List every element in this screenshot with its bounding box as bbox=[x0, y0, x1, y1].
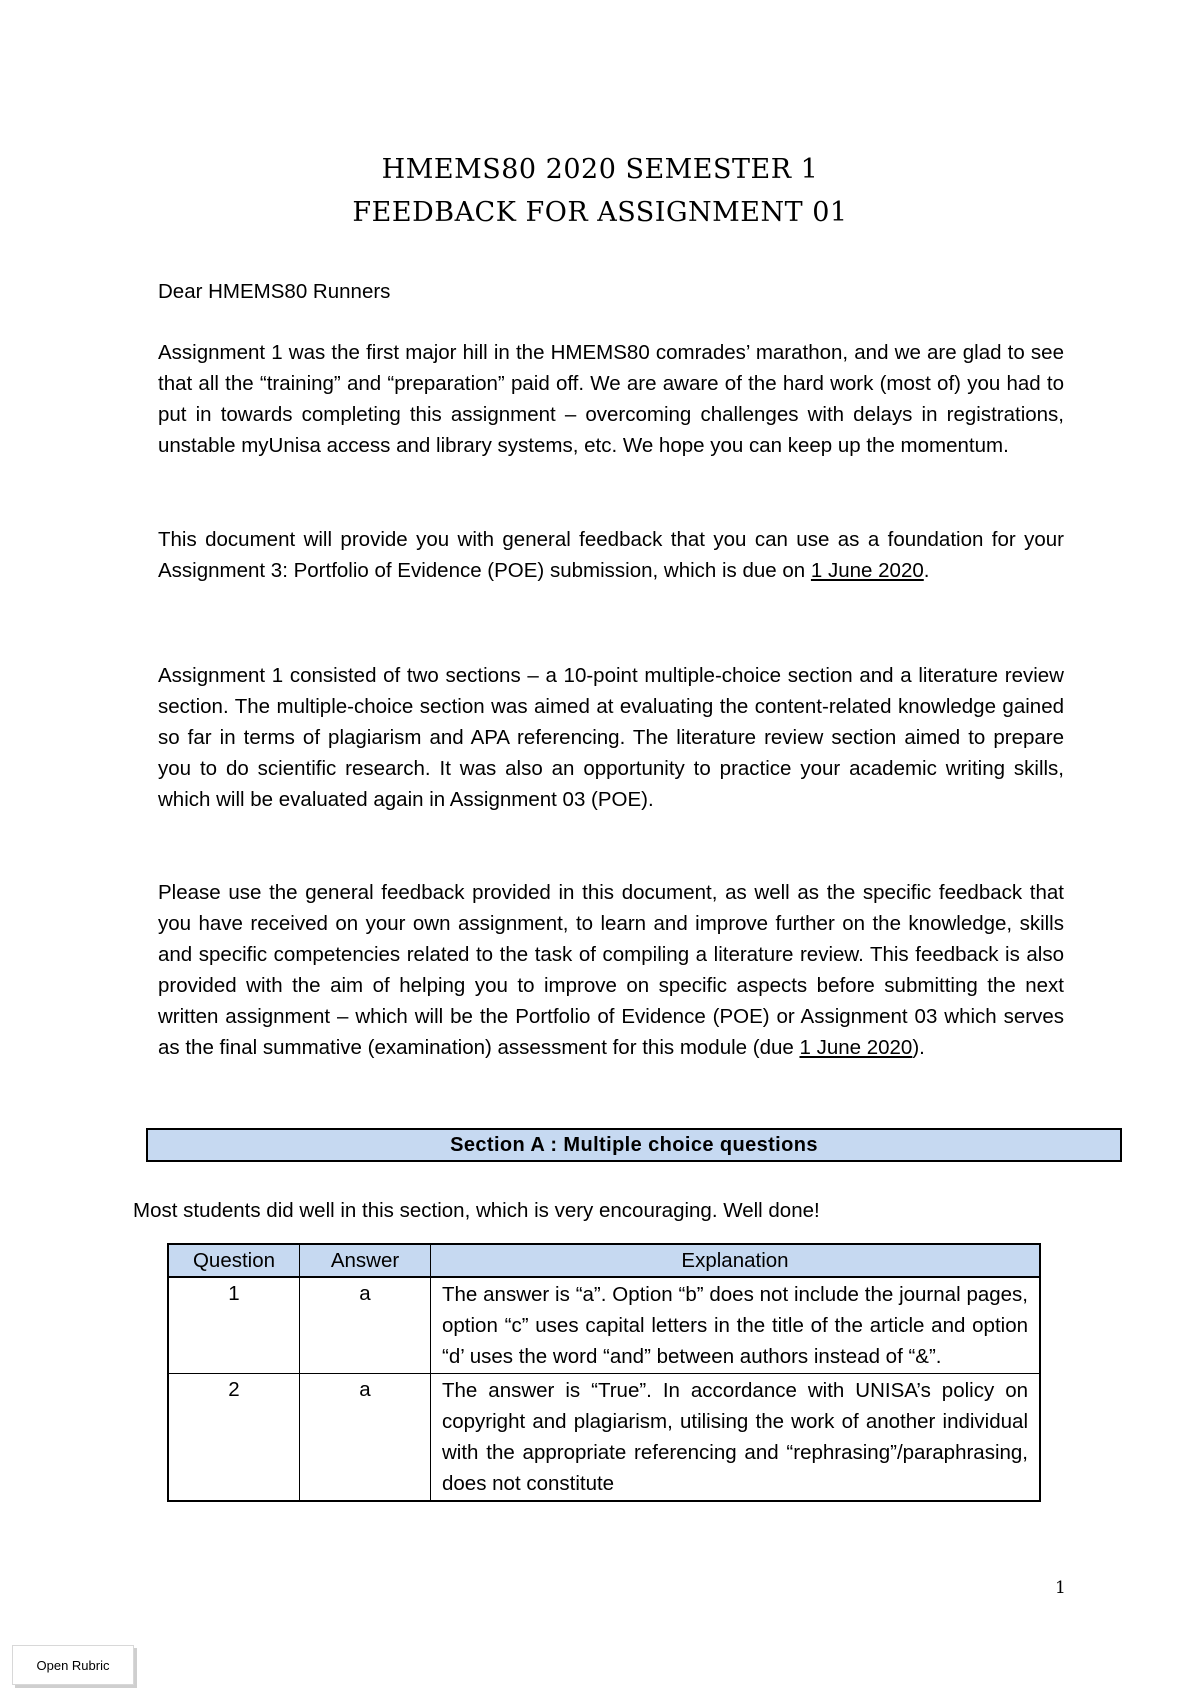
salutation: Dear HMEMS80 Runners bbox=[158, 280, 391, 303]
table-row bbox=[168, 1277, 1040, 1374]
paragraph-3-text: Assignment 1 consisted of two sections – a 10-point multiple-choice section and a literature review section. The multiple-choice section was aimed at evaluating the content-related knowledge gained so far in terms of plagiarism and APA referencing. The literature review section aimed to prepare you to do scientific research. It was also an opportunity to practice your academic writing skills, which will be evaluated again in Assignment 03 (POE). bbox=[158, 664, 1064, 811]
question-number: 2 bbox=[168, 1374, 300, 1502]
document-title bbox=[0, 148, 1200, 234]
open-rubric-button[interactable]: Open Rubric bbox=[12, 1645, 134, 1685]
answer-value: a bbox=[300, 1374, 431, 1502]
table-row bbox=[168, 1374, 1040, 1502]
title-line-2: FEEDBACK FOR ASSIGNMENT 01 bbox=[352, 197, 848, 228]
paragraph-sections bbox=[158, 660, 1064, 815]
title-line-1: HMEMS80 2020 SEMESTER 1 bbox=[381, 154, 819, 185]
paragraph-poe bbox=[158, 524, 1064, 586]
page-number: 1 bbox=[1055, 1578, 1066, 1598]
paragraph-1-text: Assignment 1 was the first major hill in the HMEMS80 comrades’ marathon, and we are glad to see that all the “training” and “preparation” paid off. We are aware of the hard work (most of) you had to put in towards completing this assignment – overcoming challenges with delays in registrations, unstable myUnisa access and library systems, etc. We hope you can keep up the momentum. bbox=[158, 341, 1064, 457]
paragraph-feedback-use bbox=[158, 877, 1064, 1063]
section-a-intro: Most students did well in this section, which is very encouraging. Well done! bbox=[133, 1199, 820, 1222]
due-date: 1 June 2020 bbox=[810, 559, 924, 582]
final-due-date: 1 June 2020 bbox=[799, 1036, 913, 1059]
answers-table bbox=[167, 1243, 1041, 1502]
paragraph-4-text: Please use the general feedback provided in this document, as well as the specific feedback that you have received on your own assignment, to learn and improve further on the knowledge, skills and specific competencies related to the task of compiling a literature review. This feedback is also provided with the aim of helping you to improve on specific aspects before submitting the next written assignment – which will be the Portfolio of Evidence (POE) or Assignment 03 which serves as the final summative (examination) assessment for this module (due bbox=[158, 881, 1064, 1059]
column-header-question: Question bbox=[168, 1244, 300, 1277]
explanation-text: The answer is “True”. In accordance with UNISA’s policy on copyright and plagiarism, utilising the work of another individual with the appropriate referencing and “rephrasing”/paraphrasing, does not constitute bbox=[431, 1374, 1041, 1502]
answer-value: a bbox=[300, 1277, 431, 1374]
table-header-row bbox=[168, 1244, 1040, 1277]
paragraph-2-text: This document will provide you with general feedback that you can use as a foundation for your Assignment 3: Portfolio of Evidence (POE) submission, which is due on bbox=[158, 528, 1064, 582]
question-number: 1 bbox=[168, 1277, 300, 1374]
column-header-explanation: Explanation bbox=[431, 1244, 1041, 1277]
paragraph-intro bbox=[158, 337, 1064, 461]
column-header-answer: Answer bbox=[300, 1244, 431, 1277]
explanation-text: The answer is “a”. Option “b” does not include the journal pages, option “c” uses capital letters in the title of the article and option “d’ uses the word “and” between authors instead of “&”. bbox=[431, 1277, 1041, 1374]
paragraph-2-end: . bbox=[923, 559, 930, 582]
paragraph-4-end: ). bbox=[912, 1036, 925, 1059]
section-a-heading: Section A : Multiple choice questions bbox=[146, 1128, 1122, 1162]
